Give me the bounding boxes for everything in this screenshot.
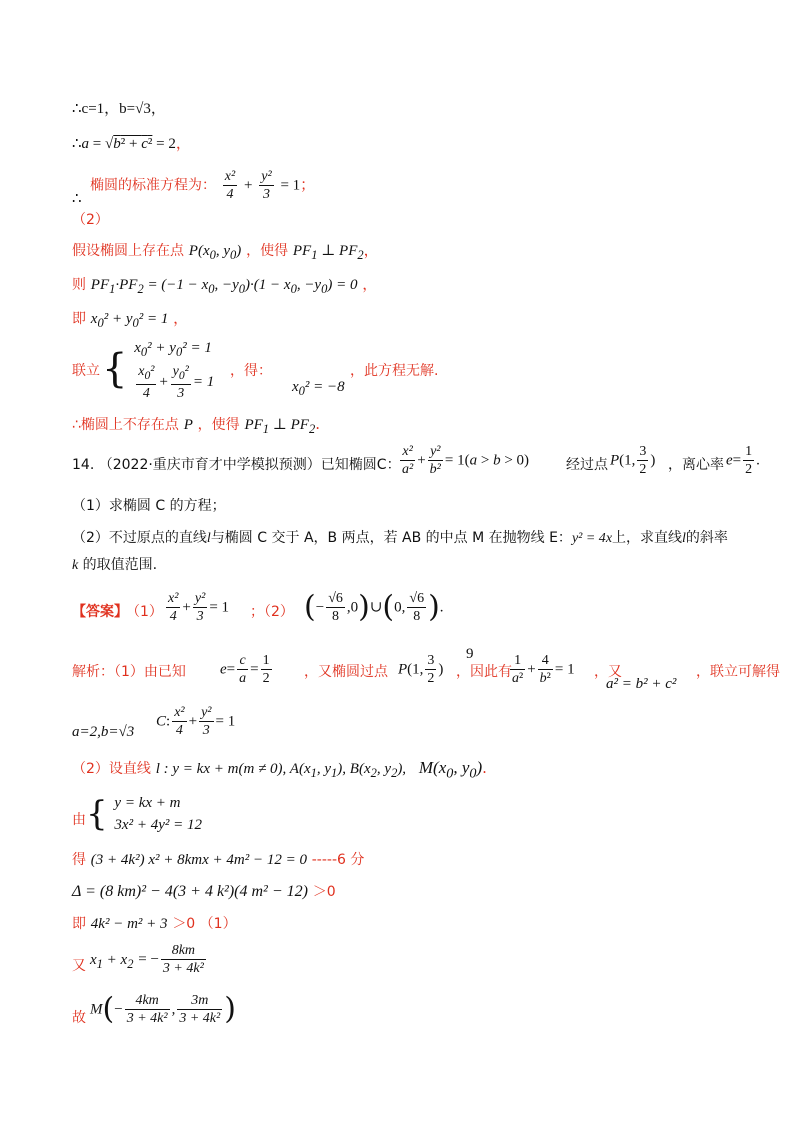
- answer-part1-label: （1）: [126, 604, 163, 620]
- line-a-value: [72, 133, 740, 154]
- eccentricity-text: ，离心率: [668, 457, 724, 473]
- part2-text-a: （2）不过原点的直线: [72, 530, 207, 546]
- semicolon: ；: [300, 175, 316, 194]
- passes-through-text: 经过点: [566, 457, 608, 473]
- solution-label: 解析：（1）由已知: [72, 664, 186, 680]
- point-p-2: P: [183, 417, 193, 433]
- ie-text-2: 即: [72, 916, 86, 932]
- left-brace: {: [102, 346, 128, 393]
- quadratic-math: (3 + 4k²) x² + 8kmx + 4m² − 12 = 0: [90, 852, 307, 868]
- system-equations: $x_0^2 + y_0^2 = 1$ $\frac{x_0^2}{4}$ + $\frac{y_0^2}{3}$ = 1: [134, 340, 215, 401]
- line-assume-point: 假设椭圆上存在点 $P(x_0$, $y_0$) ，使得 $PF_1$ ⊥ $PF_2$，: [72, 241, 379, 262]
- line-dot-product: [72, 274, 740, 299]
- part2-text-d: 的斜率: [685, 530, 728, 546]
- get-text: ，得：: [230, 363, 272, 379]
- circle-math: $x_0^2 + y_0^2 = 1$: [90, 311, 169, 330]
- question-14-part1: （1）求椭圆 C 的方程；: [72, 498, 226, 514]
- part2-text-b: 与椭圆 C 交于 A，B 两点，若 AB 的中点 M 在抛物线 E：: [210, 530, 572, 546]
- parabola-eq: y² = 4x: [571, 531, 613, 546]
- no-solution-text: ，此方程无解.: [350, 363, 439, 379]
- then-text: 则: [72, 277, 86, 293]
- math-a: ∴a = √b² + c² = 2，: [72, 136, 191, 152]
- line-c-b-values: [72, 98, 740, 119]
- line-circle: [72, 308, 740, 333]
- solution-part2-setup: （2）设直线 l : y = kx + m(m ≠ 0), $A(x_1$, $y_1$), $B(x_2$, $y_2$), $M(x_0$, $y_0$).: [72, 758, 487, 782]
- answer-line: [72, 590, 740, 634]
- ie-text: 即: [72, 311, 86, 327]
- system-line-ellipse: y = kx + m 3x² + 4y² = 12: [114, 795, 202, 833]
- inequality-math: 4k² − m² + 3: [90, 916, 168, 932]
- from-text: 由: [72, 812, 86, 828]
- solution-inequality: [72, 913, 740, 934]
- hence-text: ，因此有: [456, 664, 512, 680]
- therefore-symbol: ∴: [72, 189, 82, 207]
- part2-solution-label: （2）设直线: [72, 761, 151, 777]
- perp-condition-2: $PF_1$ ⊥ $PF_2$: [244, 417, 316, 436]
- midpoint-m: $M(x_0$, $y_0$): [418, 758, 483, 782]
- question-source: （2022·重庆市育才中学模拟预测）已知椭圆: [98, 457, 377, 473]
- stray-nine: 9: [466, 646, 474, 662]
- solution-midpoint: [72, 992, 740, 1040]
- result-math: $x_0^2 = -8$: [292, 379, 345, 398]
- line-system: [72, 337, 740, 401]
- ellipse-c: C：: [376, 457, 401, 473]
- passes-point-text: ，又椭圆过点: [304, 664, 388, 680]
- discriminant-math: Δ = (8 km)² − 4(3 + 4 k²)(4 m² − 12): [72, 883, 308, 900]
- vieta-math: $x_1 + x_2$ = − $\frac{8km}{\text{3 + 4k²}}$: [90, 943, 204, 976]
- left-brace-2: {: [86, 794, 108, 834]
- comma2: ，: [173, 309, 189, 327]
- part-2-heading: （2）: [72, 212, 109, 228]
- solution-discriminant: [72, 881, 740, 902]
- assume-text: 假设椭圆上存在点: [72, 243, 184, 259]
- also-text-2: 又: [72, 958, 86, 974]
- therefore-text: 故: [72, 1010, 86, 1026]
- score-note: -----6 分: [311, 852, 365, 868]
- answer-part2-math: (− $\frac{√6}{8}$ ,0)∪(0, $\frac{√6}{8}$ ).: [304, 589, 444, 625]
- answer-label: 【答案】: [72, 604, 128, 620]
- inequality-tail: ＞0 （1）: [172, 916, 237, 932]
- solution-quadratic: [72, 849, 740, 870]
- question-14: [72, 443, 760, 487]
- answer-part2-label: ；（2）: [250, 604, 294, 620]
- answer-part1-math: $\frac{\text{x²}}{4}$ + $\frac{\text{y²}}{3}$ = 1: [168, 591, 230, 624]
- comma: ，: [362, 275, 378, 293]
- line-ellipse-equation: ∴ 椭圆的标准方程为： $\frac{\text{x²}}{4}$ + $\frac{\text{y²}}{3}$ = 1；: [72, 169, 316, 207]
- midpoint-math: M(− $\frac{4km}{\text{3 + 4k²}}$ , $\frac{3m}{\text{3 + 4k²}}$ ): [90, 991, 236, 1027]
- point-substitution: $\frac{1}{\text{a²}}$ + $\frac{4}{\text{b²}}$ = 1: [512, 653, 575, 686]
- point-p: $P(x_0$, $y_0$): [188, 243, 242, 262]
- ab-values-math: a=2,b=√3: [72, 724, 135, 740]
- abc-relation: a² = b² + c²: [606, 676, 677, 692]
- perp-condition: $PF_1$ ⊥ $PF_2$: [292, 243, 364, 262]
- line-definition: l : y = kx + m(m ≠ 0), $A(x_1$, $y_1$), $B(x_2$, $y_2$),: [155, 761, 407, 780]
- eccentricity-value: e= $\frac{1}{2}$ .: [726, 444, 760, 477]
- range-text: 的取值范围.: [82, 557, 158, 573]
- solution-part1: [72, 644, 780, 694]
- eccentricity-formula: e= $\frac{c}{a}$ = $\frac{1}{2}$: [220, 653, 270, 686]
- also-text: ，又: [594, 664, 622, 680]
- solve-text: ，联立可解得: [696, 664, 780, 680]
- ellipse-c-result: C: $\frac{\text{x²}}{4}$ + $\frac{\text{y²}}{3}$ = 1: [156, 705, 236, 738]
- math-c-b: ∴c=1，b=√3，: [72, 101, 166, 117]
- greater-than-zero: ＞0: [312, 884, 336, 900]
- combine-text: 联立: [72, 363, 100, 379]
- question-14-part2: （2）不过原点的直线l与椭圆 C 交于 A，B 两点，若 AB 的中点 M 在抛物线 E：y² = 4x上，求直线l的斜率: [72, 530, 728, 546]
- question-14-part2-cont: k 的取值范围.: [72, 557, 158, 573]
- ellipse-standard-label: 椭圆的标准方程为：: [90, 177, 216, 194]
- no-point-text: ∴椭圆上不存在点: [72, 417, 179, 433]
- such-that-text: ，使得: [246, 243, 289, 259]
- ellipse-general-eq: $\frac{\text{x²}}{\text{a²}}$ + $\frac{\text{y²}}{\text{b²}}$ = 1(a > b > 0): [402, 444, 530, 477]
- frac-x2-4: $\frac{\text{x²}}{4}$: [224, 169, 236, 202]
- get-text-2: 得: [72, 852, 86, 868]
- part2-text-c: 上，求直线: [612, 530, 683, 546]
- frac-y2-3: $\frac{\text{y²}}{3}$: [261, 169, 272, 202]
- point-p-given: P(1, $\frac{3}{2}$ ): [610, 444, 656, 477]
- solution-vieta: [72, 942, 740, 984]
- line-conclusion: ∴椭圆上不存在点 P ，使得 $PF_1$ ⊥ $PF_2$.: [72, 415, 320, 436]
- solution-ab-values: [72, 700, 740, 740]
- solution-system: [72, 790, 740, 840]
- dot-product-math: $PF_1\cdot PF_2 = (-1 - x_0$, $-y_0)\cdot(1 - x_0$, $-y_0) = 0$: [90, 277, 358, 296]
- question-number: 14.: [72, 457, 95, 473]
- point-p-solution: P(1, $\frac{3}{2}$ ): [398, 653, 444, 686]
- such-that-text-2: ，使得: [197, 417, 240, 433]
